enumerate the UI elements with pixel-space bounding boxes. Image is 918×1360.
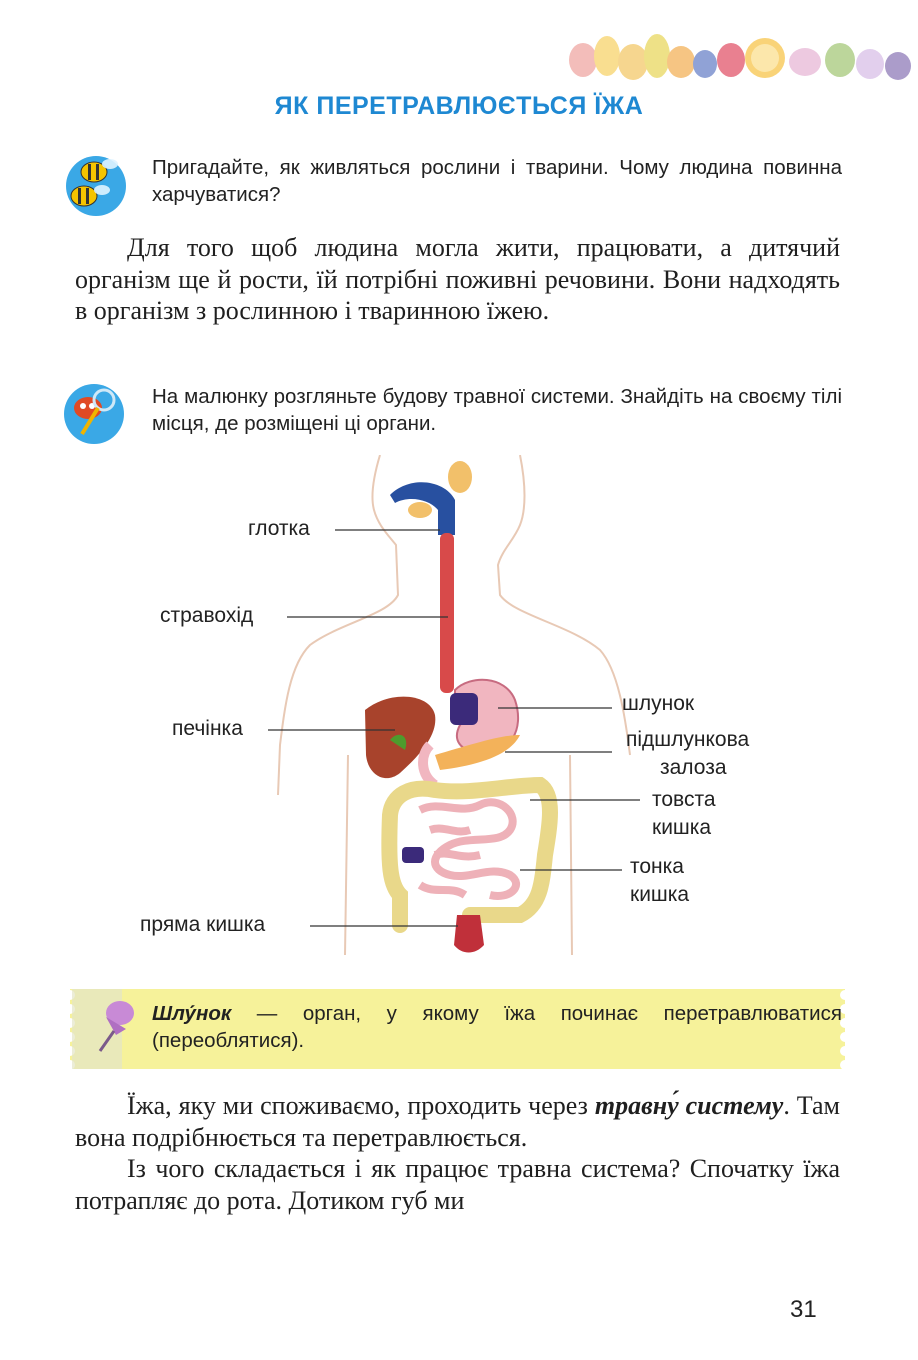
paragraph-3-text: Із чого складається і як працює травна система? Спочатку їжа потрапляє до рота. Дотиком губ ми <box>75 1154 840 1215</box>
definition-term: Шлу́нок <box>152 1002 232 1025</box>
label-pancreas-line-2: залоза <box>660 756 727 779</box>
label-stomach: шлунок <box>622 692 695 715</box>
page-title: ЯК ПЕРЕТРАВЛЮЄТЬСЯ ЇЖА <box>274 92 644 120</box>
label-esophagus: стравохід <box>160 604 254 627</box>
page-number: 31 <box>790 1296 817 1323</box>
fruits-decoration <box>555 20 915 90</box>
label-rectum: пряма кишка <box>140 913 266 936</box>
question-2-text: На малюнку розгляньте будову травної системи. Знайдіть на своєму тілі місця, де розміщені ці органи. <box>152 385 842 435</box>
digestive-system-illustration <box>270 455 640 965</box>
label-colon-line-1: товста <box>652 788 716 811</box>
label-small-intestine-line-2: кишка <box>630 883 690 906</box>
definition-text <box>152 1000 842 1054</box>
paragraph-2 <box>75 1090 840 1216</box>
definition-body: — орган, у якому їжа починає перетравлюватися (переоблятися). <box>152 1002 842 1052</box>
paragraph-2-after: . Там вона подрібнюється та перетравлюється. <box>75 1091 840 1152</box>
label-pharynx: глотка <box>248 517 310 540</box>
paragraph-1-text: Для того щоб людина могла жити, працювати, а дитячий організм ще й рости, їй потрібні поживні речовини. Вони надходять в організм з рослинною і тваринною їжею. <box>75 233 840 325</box>
paragraph-1 <box>75 232 840 327</box>
label-colon-line-2: кишка <box>652 816 712 839</box>
paragraph-2-term: травну́ систему <box>594 1091 784 1120</box>
label-liver: печінка <box>172 717 243 740</box>
label-small-intestine-line-1: тонка <box>630 855 684 878</box>
paragraph-2-before: Їжа, яку ми споживаємо, проходить через <box>127 1091 595 1120</box>
bees-icon <box>60 150 132 222</box>
ant-magnifier-icon <box>58 378 130 450</box>
pushpin-icon <box>86 995 142 1057</box>
question-1-text: Пригадайте, як живляться рослини і тварини. Чому людина повинна харчуватися? <box>152 156 842 206</box>
label-pancreas-line-1: підшлункова <box>626 728 750 751</box>
